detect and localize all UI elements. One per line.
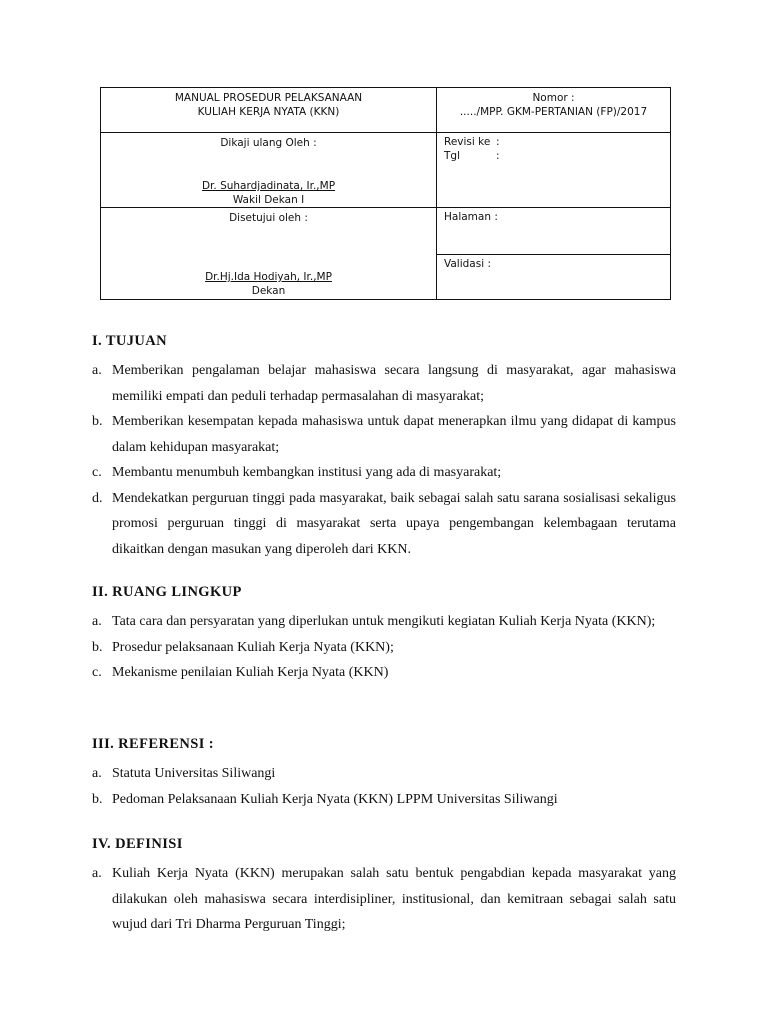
item-text: Pedoman Pelaksanaan Kuliah Kerja Nyata (KKN) LPPM Universitas Siliwangi — [112, 791, 558, 807]
list-item — [92, 861, 676, 938]
tgl-colon: : — [496, 150, 500, 162]
item-text: Tata cara dan persyaratan yang diperlukan untuk mengikuti kegiatan Kuliah Kerja Nyata (KKN); — [112, 614, 656, 629]
dikaji-signer-position: Wakil Dekan I — [232, 194, 305, 206]
revisi-colon: : — [496, 136, 500, 148]
validasi-cell — [437, 255, 671, 300]
item-marker: d. — [92, 490, 103, 506]
section-ruang-lingkup — [92, 584, 676, 686]
section-tujuan — [92, 333, 676, 562]
section-definisi — [92, 836, 676, 938]
item-list — [92, 358, 676, 562]
item-text: Memberikan kesempatan kepada mahasiswa untuk dapat menerapkan ilmu yang didapat di kampus dalam kehidupan masyarakat; — [112, 414, 676, 455]
dikaji-cell — [101, 133, 437, 208]
item-list — [92, 761, 676, 812]
list-item — [92, 486, 676, 563]
disetujui-signer-position: Dekan — [251, 285, 286, 297]
title-line-1: MANUAL PROSEDUR PELAKSANAAN — [174, 92, 363, 104]
nomor-label: Nomor : — [532, 92, 575, 104]
list-item — [92, 358, 676, 409]
revisi-label: Revisi ke — [444, 136, 491, 148]
document-header-table — [100, 87, 671, 300]
item-marker: a. — [92, 363, 102, 378]
tgl-label: Tgl — [444, 150, 460, 162]
item-marker: c. — [92, 465, 102, 480]
list-item — [92, 609, 676, 635]
halaman-cell — [437, 208, 671, 255]
item-text: Mendekatkan perguruan tinggi pada masyarakat, baik sebagai salah satu sarana sosialisasi sekaligus promosi perguruan tinggi di masyarakat serta upaya pengembangan kelembagaan terutama dikaitkan dengan masukan yang diperoleh dari KKN. — [112, 490, 676, 557]
title-cell — [101, 88, 437, 133]
item-text: Memberikan pengalaman belajar mahasiswa secara langsung di masyarakat, agar mahasiswa memiliki empati dan peduli terhadap permasalahan di masyarakat; — [112, 363, 676, 404]
section-heading: II. RUANG LINGKUP — [92, 584, 242, 600]
nomor-value: ...../MPP. GKM-PERTANIAN (FP)/2017 — [459, 106, 648, 118]
nomor-cell — [437, 88, 671, 133]
revisi-cell — [437, 133, 671, 208]
disetujui-cell — [101, 208, 437, 300]
item-list — [92, 861, 676, 938]
dikaji-signer-name: Dr. Suhardjadinata, Ir.,MP — [201, 180, 336, 192]
item-text: Membantu menumbuh kembangkan institusi yang ada di masyarakat; — [112, 465, 502, 480]
section-referensi — [92, 736, 676, 812]
disetujui-label: Disetujui oleh : — [229, 212, 308, 224]
section-heading: IV. DEFINISI — [92, 836, 183, 852]
dikaji-label: Dikaji ulang Oleh : — [220, 137, 317, 149]
item-marker: a. — [92, 614, 102, 629]
list-item — [92, 787, 676, 813]
item-marker: a. — [92, 866, 102, 881]
item-list — [92, 609, 676, 686]
list-item — [92, 460, 676, 486]
list-item — [92, 660, 676, 686]
item-marker: c. — [92, 665, 102, 680]
disetujui-signer-name: Dr.Hj.Ida Hodiyah, Ir.,MP — [205, 271, 332, 283]
item-marker: b. — [92, 791, 103, 807]
halaman-label: Halaman : — [444, 211, 498, 223]
item-text: Kuliah Kerja Nyata (KKN) merupakan salah satu bentuk pengabdian kepada masyarakat yang dilakukan oleh mahasiswa secara interdisipliner, institusional, dan kemitraan sebagai salah satu wujud dari Tri Dharma Perguruan Tinggi; — [112, 866, 676, 932]
list-item — [92, 635, 676, 661]
validasi-label: Validasi : — [444, 258, 491, 270]
item-marker: a. — [92, 766, 102, 781]
item-marker: b. — [92, 414, 103, 429]
item-text: Statuta Universitas Siliwangi — [112, 766, 276, 781]
list-item — [92, 761, 676, 787]
item-text: Mekanisme penilaian Kuliah Kerja Nyata (KKN) — [112, 665, 389, 680]
item-text: Prosedur pelaksanaan Kuliah Kerja Nyata (KKN); — [112, 639, 394, 655]
list-item — [92, 409, 676, 460]
title-line-2: KULIAH KERJA NYATA (KKN) — [197, 106, 340, 118]
item-marker: b. — [92, 639, 103, 655]
section-heading: III. REFERENSI : — [92, 736, 215, 752]
section-heading: I. TUJUAN — [92, 333, 168, 349]
